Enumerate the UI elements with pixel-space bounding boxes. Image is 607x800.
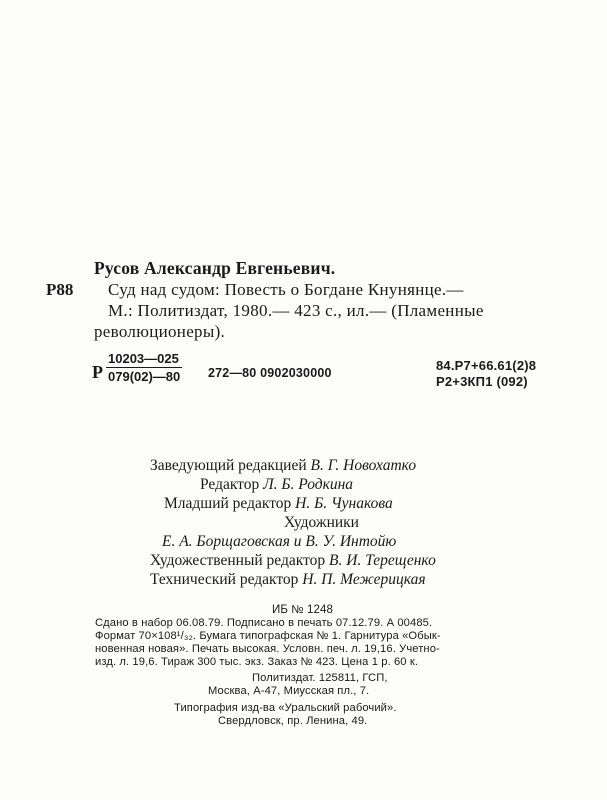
library-cipher: Р88 [46, 280, 74, 299]
book-description-line-2: М.: Политиздат, 1980.— 423 с., ил.— (Пламенные [108, 301, 484, 320]
publisher-line-1: Политиздат. 125811, ГСП, [252, 672, 388, 684]
fraction-numerator: 10203—025 [106, 351, 182, 368]
credit-name: В. Г. Новохатко [310, 457, 417, 474]
publisher-line-2: Москва, А-47, Миусская пл., 7. [208, 685, 370, 697]
credit-role: Художественный редактор [150, 552, 326, 569]
print-line-1: Сдано в набор 06.08.79. Подписано в печать 07.12.79. А 00485. [95, 617, 433, 629]
author-name: Русов Александр Евгеньевич. [94, 258, 336, 278]
credit-name: В. И. Терещенко [329, 552, 436, 569]
ib-number: ИБ № 1248 [272, 604, 334, 616]
book-description-line-3: революционеры). [94, 322, 226, 341]
credit-role: Младший редактор [164, 495, 292, 512]
bbk-line-1: 84.Р7+66.61(2)8 [436, 358, 537, 373]
print-line-3: новенная новая». Печать высокая. Условн. печ. л. 19,16. Учетно- [95, 643, 440, 655]
fraction-denominator: 079(02)—80 [108, 369, 181, 384]
typography-line-1: Типография изд-ва «Уральский рабочий». [174, 702, 397, 714]
bbk-line-2: Р2+3КП1 (092) [436, 374, 528, 389]
credit-name: Л. Б. Родкина [263, 476, 354, 493]
book-description-line-1: Суд над судом: Повесть о Богдане Кнунянце.— [108, 280, 464, 299]
credit-line [150, 532, 480, 551]
index-letter: Р [92, 362, 103, 382]
credit-role: Художники [284, 514, 359, 531]
credit-role: Редактор [200, 476, 260, 493]
credits-block [150, 456, 480, 589]
credit-line [150, 551, 480, 570]
credit-line [150, 570, 480, 589]
typography-line-2: Свердловск, пр. Ленина, 49. [218, 715, 368, 727]
credit-line [150, 494, 480, 513]
credit-line [150, 513, 480, 532]
credit-line [150, 475, 480, 494]
catalog-code: 272—80 0902030000 [208, 366, 332, 380]
credit-name: Н. П. Межерицкая [302, 571, 426, 588]
credit-name: Н. Б. Чунакова [295, 495, 393, 512]
credit-role: Заведующий редакцией [150, 457, 307, 474]
credit-role: Технический редактор [150, 571, 299, 588]
print-line-4: изд. л. 19,6. Тираж 300 тыс. экз. Заказ № 423. Цена 1 р. 60 к. [95, 656, 419, 668]
credit-name: Е. А. Борщаговская и В. У. Интойю [162, 533, 397, 550]
print-line-2: Формат 70×108¹/₃₂. Бумага типографская № 1. Гарнитура «Обык- [95, 630, 441, 642]
credit-line [150, 456, 480, 475]
index-fraction [106, 351, 182, 384]
